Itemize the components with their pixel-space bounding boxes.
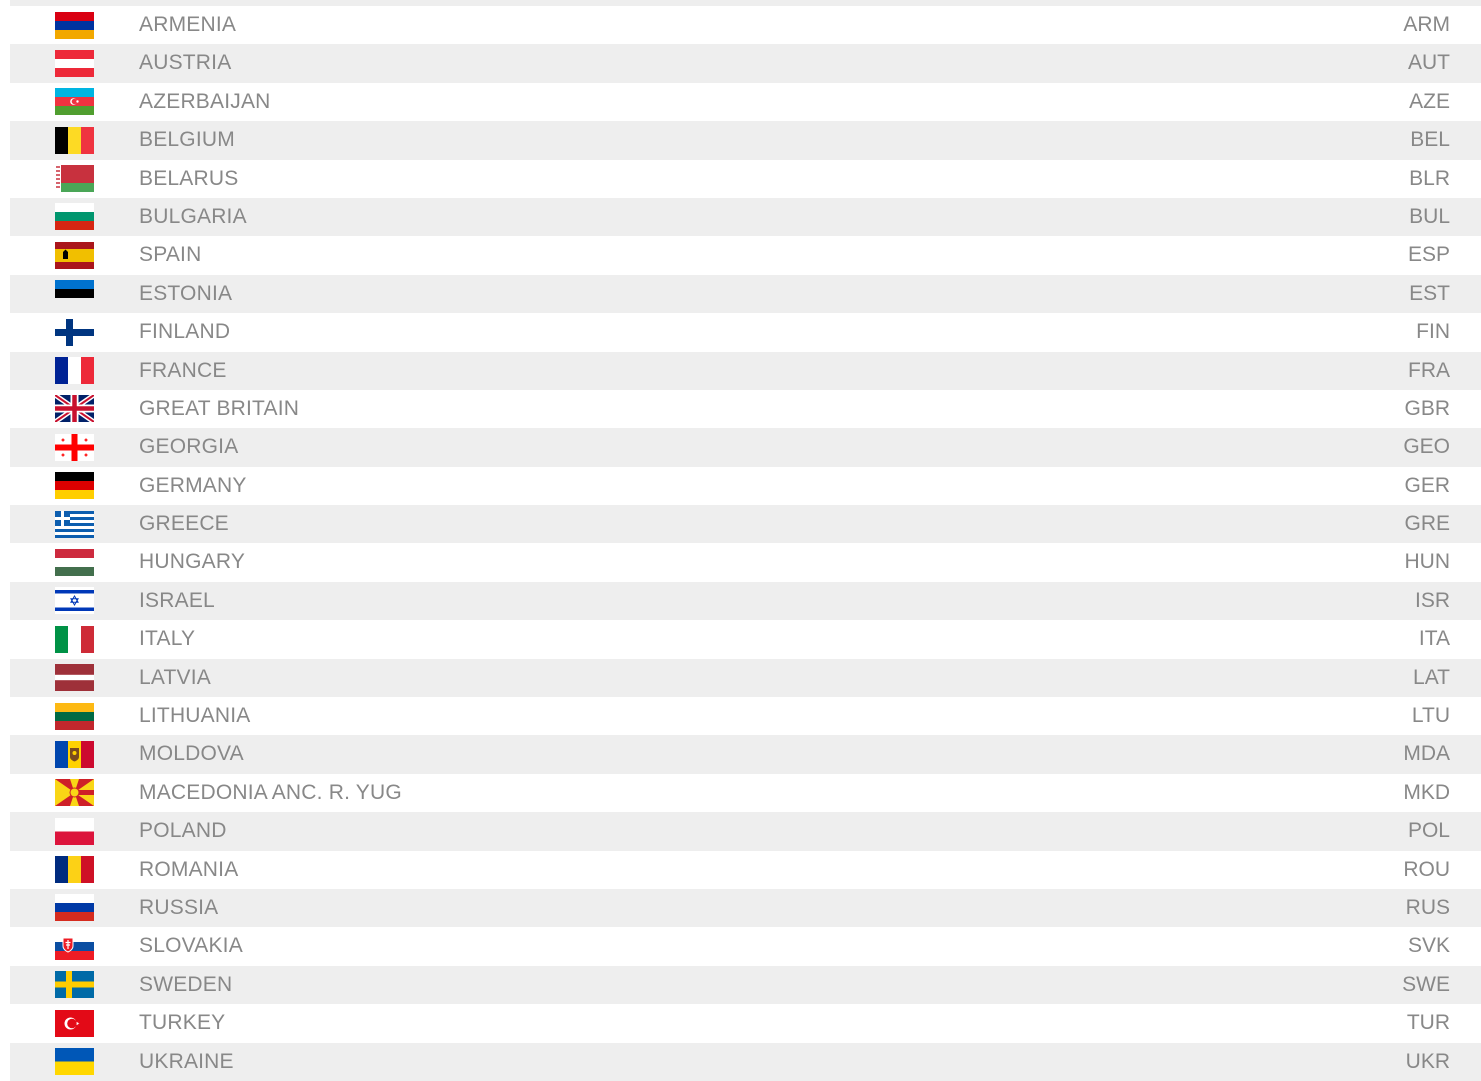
sweden-flag-icon [55,971,94,998]
romania-flag-icon [55,856,94,883]
table-row[interactable] [10,44,1481,82]
country-code: RUS [1405,895,1450,919]
finland-flag-icon [55,319,94,346]
country-name: ISRAEL [139,588,215,612]
country-code: POL [1407,819,1450,843]
lithuania-flag-icon [55,703,94,730]
austria-flag-icon [55,50,94,77]
table-row[interactable] [10,428,1481,466]
country-name: AZERBAIJAN [139,89,271,113]
table-row[interactable] [10,659,1481,697]
country-code: ESP [1407,243,1450,267]
country-name: ESTONIA [139,281,233,305]
belgium-flag-icon [55,127,94,154]
great-britain-flag-icon [55,395,94,422]
table-row[interactable] [10,505,1481,543]
country-name: POLAND [139,819,227,843]
macedonia-flag-icon [55,779,94,806]
estonia-flag-icon [55,280,94,307]
table-row[interactable] [10,236,1481,274]
table-row[interactable] [10,889,1481,927]
table-row[interactable] [10,735,1481,773]
country-name: GREAT BRITAIN [139,396,300,420]
country-code: GER [1404,473,1450,497]
armenia-flag-icon [55,12,94,39]
country-code: GRE [1404,512,1450,536]
table-row[interactable] [10,275,1481,313]
country-name: UKRAINE [139,1049,234,1073]
poland-flag-icon [55,818,94,845]
country-code: UKR [1405,1049,1450,1073]
country-name: TURKEY [139,1011,226,1035]
table-row[interactable] [10,543,1481,581]
country-name: GERMANY [139,473,247,497]
table-row[interactable] [10,774,1481,812]
country-code: GBR [1404,396,1450,420]
table-row[interactable] [10,697,1481,735]
country-name: LATVIA [139,665,212,689]
country-list [10,6,1481,1081]
hungary-flag-icon [55,549,94,576]
country-code: SWE [1402,972,1450,996]
country-name: AUSTRIA [139,51,232,75]
table-row[interactable] [10,390,1481,428]
table-row[interactable] [10,121,1481,159]
bulgaria-flag-icon [55,203,94,230]
table-row[interactable] [10,582,1481,620]
country-name: FRANCE [139,358,227,382]
belarus-flag-icon [55,165,94,192]
country-code: AUT [1408,51,1450,75]
table-row[interactable] [10,198,1481,236]
country-name: MOLDOVA [139,742,244,766]
country-code: HUN [1404,550,1450,574]
country-code: ITA [1418,627,1450,651]
country-name: ITALY [139,627,196,651]
country-name: GEORGIA [139,435,239,459]
country-code: BUL [1409,204,1450,228]
country-name: BULGARIA [139,204,247,228]
country-name: ARMENIA [139,13,237,36]
table-row[interactable] [10,467,1481,505]
country-code: EST [1409,281,1450,305]
country-code: AZE [1409,89,1450,113]
country-code: GEO [1403,435,1450,459]
table-row[interactable] [10,83,1481,121]
country-code: MDA [1403,742,1450,766]
table-row[interactable] [10,352,1481,390]
country-name: SPAIN [139,243,202,267]
country-name: SWEDEN [139,972,233,996]
table-row[interactable] [10,313,1481,351]
spain-flag-icon [55,242,94,269]
turkey-flag-icon [55,1010,94,1037]
country-code: LTU [1411,704,1450,728]
country-code: BEL [1410,128,1450,152]
country-name: FINLAND [139,320,231,344]
country-name: HUNGARY [139,550,246,574]
moldova-flag-icon [55,741,94,768]
country-code: ISR [1414,588,1450,612]
table-row[interactable] [10,620,1481,658]
table-row[interactable] [10,851,1481,889]
table-row[interactable] [10,927,1481,965]
italy-flag-icon [55,626,94,653]
israel-flag-icon [55,587,94,614]
latvia-flag-icon [55,664,94,691]
country-code: ROU [1403,857,1450,881]
table-row[interactable] [10,6,1481,44]
country-code: MKD [1403,780,1450,804]
ukraine-flag-icon [55,1048,94,1075]
country-name: ROMANIA [139,857,239,881]
country-name: BELGIUM [139,128,235,152]
greece-flag-icon [55,511,94,538]
country-code: ARM [1403,13,1450,36]
country-code: TUR [1406,1011,1450,1035]
slovakia-flag-icon [55,933,94,960]
country-code: BLR [1409,166,1450,190]
country-name: GREECE [139,512,229,536]
france-flag-icon [55,357,94,384]
country-name: SLOVAKIA [139,934,243,958]
country-name: BELARUS [139,166,239,190]
country-code: SVK [1407,934,1450,958]
table-row[interactable] [10,160,1481,198]
country-code: LAT [1413,665,1450,689]
table-row[interactable] [10,812,1481,850]
country-name: MACEDONIA ANC. R. YUG [139,780,402,804]
table-row[interactable] [10,966,1481,1004]
country-code: FIN [1416,320,1450,344]
country-code: FRA [1408,358,1450,382]
russia-flag-icon [55,894,94,921]
country-name: RUSSIA [139,895,219,919]
azerbaijan-flag-icon [55,88,94,115]
table-row[interactable] [10,1004,1481,1042]
germany-flag-icon [55,472,94,499]
table-row[interactable] [10,1043,1481,1081]
georgia-flag-icon [55,434,94,461]
country-name: LITHUANIA [139,704,251,728]
